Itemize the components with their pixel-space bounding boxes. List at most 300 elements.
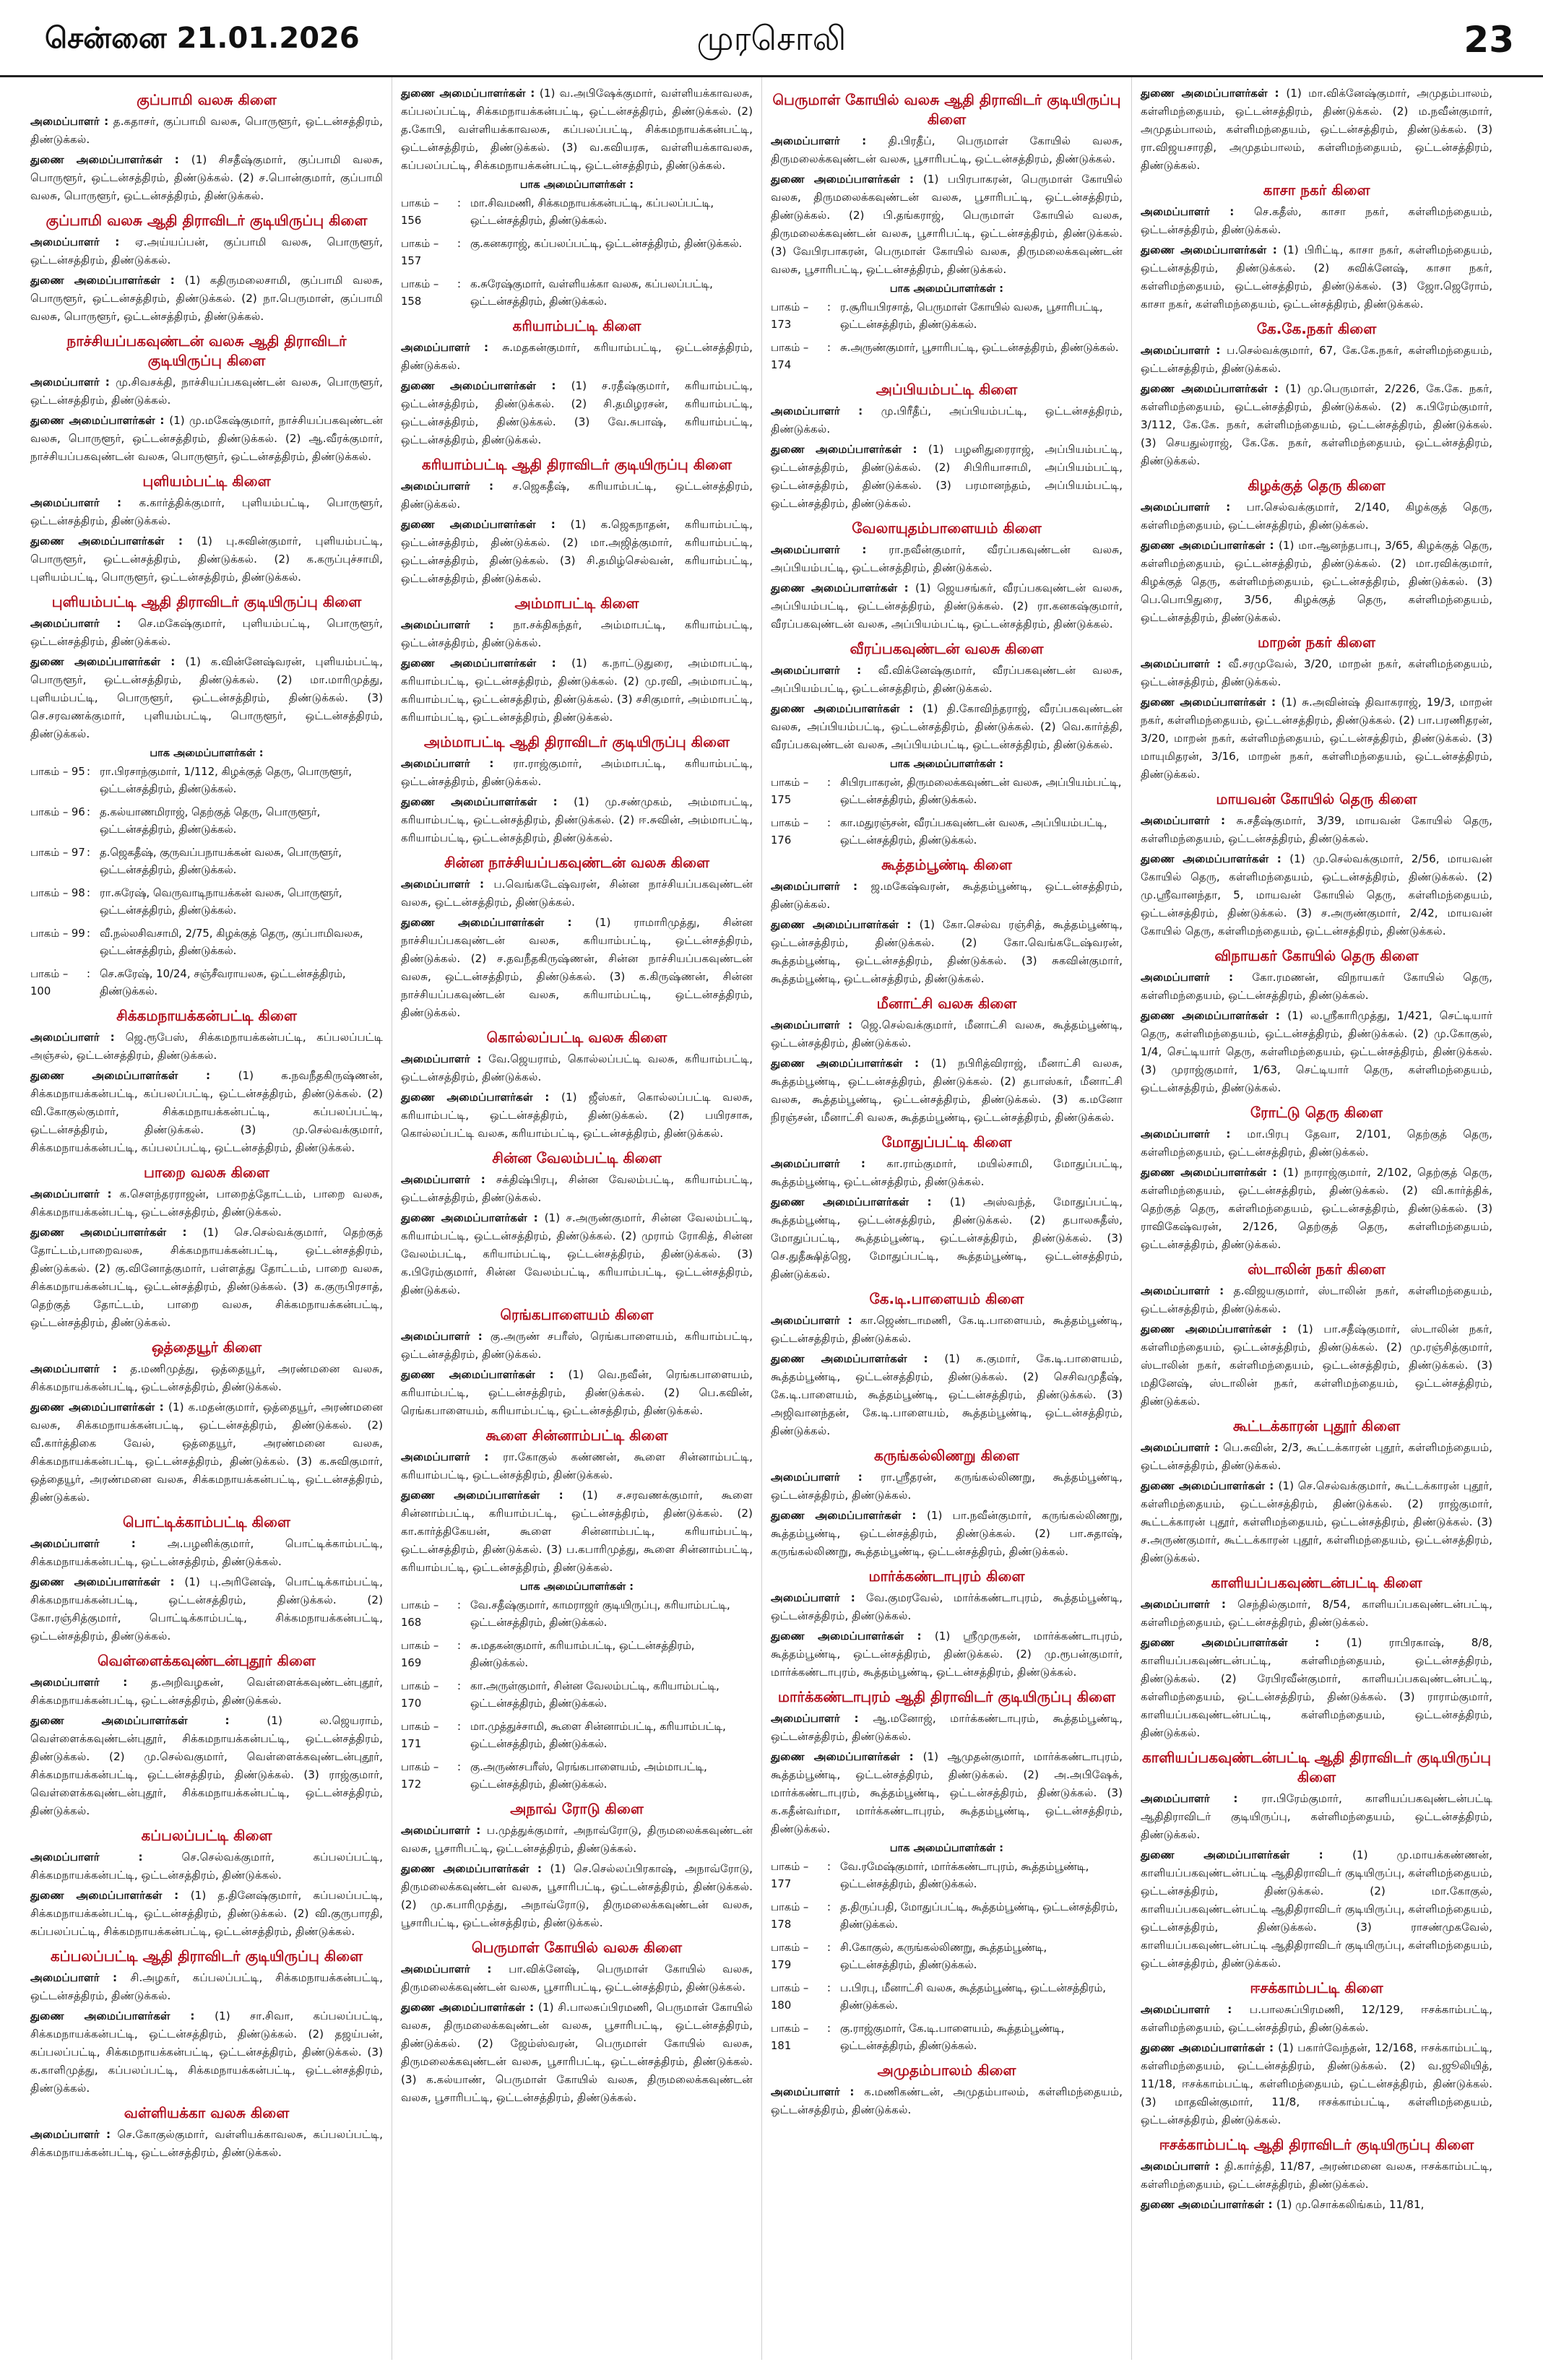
member-details: (1) பா.சதீஷ்குமார், ஸ்டாலின் நகர், கள்ளிமந்தையம், ஒட்டன்சத்திரம், திண்டுக்கல். (2) மு.ரஞ்சித்குமார், ஸ்டாலின் நகர், கள்ளிமந்தையம், ஒட்டன்சத்திரம், திண்டுக்கல். (3) மதினேஷ், ஸ்டாலின் நகர், கள்ளிமந்தையம், ஒட்டன்சத்திரம், திண்டுக்கல்.	[1141, 1323, 1492, 1408]
member-details: (1) பு.சுவின்குமார், புளியம்பட்டி, பொருளூர், ஒட்டன்சத்திரம், திண்டுக்கல். (2) க.கருப்புச்சாமி, புளியம்பட்டி, பொருளூர், ஒட்டன்சத்திரம், திண்டுக்கல்.	[30, 535, 383, 584]
member-entry	[30, 532, 383, 587]
branch-heading: மாயவன் கோயில் தெரு கிளை	[1216, 790, 1417, 808]
booth-number: பாகம் – 178	[771, 1901, 809, 1931]
role-label: அமைப்பாளர் :	[771, 1157, 887, 1170]
branch-section	[771, 380, 1123, 513]
booth-colon: :	[457, 1761, 461, 1773]
branch-heading: மீனாட்சி வலசு கிளை	[876, 995, 1017, 1012]
branch-heading: பெருமாள் கோயில் வலசு கிளை	[471, 1939, 683, 1956]
role-label: துணை அமைப்பாளர்கள் :	[1141, 539, 1279, 552]
member-entry	[1141, 1439, 1492, 1475]
booth-organiser: கு.ராஜ்குமார், கே.டி.பாளையம், கூத்தம்பூண்டி, ஒட்டன்சத்திரம், திண்டுக்கல்.	[840, 2022, 1065, 2052]
member-entry	[771, 1468, 1123, 1505]
booth-colon: :	[457, 1599, 461, 1611]
branch-section	[1141, 946, 1492, 1097]
branch-heading: சின்ன வேலம்பட்டி கிளை	[492, 1149, 662, 1167]
member-entry	[1141, 2158, 1492, 2194]
booth-organisers-title: பாக அமைப்பாளர்கள் :	[889, 758, 1004, 770]
member-entry	[30, 2126, 383, 2162]
branch-section	[401, 316, 753, 449]
member-details: சு.சதீஷ்குமார், 3/39, மாயவன் கோயில் தெரு, கள்ளிமந்தையம், ஒட்டன்சத்திரம், திண்டுக்கல்.	[1141, 814, 1492, 845]
booth-organiser: த.திருப்பதி, மோதுப்பட்டி, கூத்தம்பூண்டி, ஒட்டன்சத்திரம், திண்டுக்கல்.	[840, 1901, 1118, 1931]
member-entry	[1141, 537, 1492, 627]
role-label: துணை அமைப்பாளர்கள் :	[1141, 1166, 1283, 1179]
member-entry	[771, 170, 1123, 279]
booth-row	[30, 763, 383, 798]
branch-section	[771, 1133, 1123, 1284]
member-details: வே.குமரவேல், மார்க்கண்டாபுரம், கூத்தம்பூண்டி, ஒட்டன்சத்திரம், திண்டுக்கல்.	[771, 1591, 1123, 1622]
booth-row	[401, 1718, 753, 1753]
branch-section	[30, 1338, 383, 1507]
member-details: (1) பிரிட்டி, காசா நகர், கள்ளிமந்தையம், ஒட்டன்சத்திரம், திண்டுக்கல். (2) சுவிக்னேஷ், காசா நகர், கள்ளிமந்தையம், ஒட்டன்சத்திரம், திண்டுக்கல். (3) ஜோ.ஜெரோம், காசா நகர், கள்ளிமந்தையம், ஒட்டன்சத்திரம், திண்டுக்கல்.	[1141, 243, 1493, 311]
member-details: கா.ராம்குமார், மயில்சாமி, மோதுப்பட்டி, கூத்தம்பூண்டி, ஒட்டன்சத்திரம், திண்டுக்கல்.	[771, 1157, 1123, 1188]
member-entry	[401, 793, 753, 847]
member-entry	[1141, 342, 1492, 378]
booth-organiser: மா.முத்துச்சாமி, கூளை சின்னாம்பட்டி, கரியாம்பட்டி, ஒட்டன்சத்திரம், திண்டுக்கல்.	[470, 1721, 726, 1750]
booth-colon: :	[457, 1721, 461, 1733]
role-label: அமைப்பாளர் :	[1141, 1128, 1248, 1141]
member-entry	[1141, 1634, 1492, 1742]
member-details: (1) ராமாரிமுத்து, சின்ன நாச்சியப்பகவுண்டன் வலசு, கரியாம்பட்டி, ஒட்டன்சத்திரம், திண்டுக்கல். (2) ச.தவநீதகிருஷ்ணன், சின்ன நாச்சியப்பகவுண்டன் வலசு, ஒட்டன்சத்திரம், திண்டுக்கல். (3) க.கிருஷ்ணன், சின்ன நாச்சியப்பகவுண்டன் வலசு, கரியாம்பட்டி, ஒட்டன்சத்திரம், திண்டுக்கல்.	[401, 916, 753, 1019]
branch-heading: கொல்லப்பட்டி வலசு கிளை	[486, 1029, 667, 1046]
branch-section	[771, 1446, 1123, 1561]
member-entry	[1141, 1790, 1492, 1844]
member-details: (1) சு.அவின்ஷ் திவாகராஜ், 19/3, மாறன் நகர், கள்ளிமந்தையம், ஒட்டன்சத்திரம், திண்டுக்கல். (2) பா.பரணிதரன், 3/20, மாறன் நகர், கள்ளிமந்தையம், ஒட்டன்சத்திரம், திண்டுக்கல். (3) மாயுமிதரன், 3/16, மாறன் நகர், கள்ளிமந்தையம், ஒட்டன்சத்திரம், திண்டுக்கல்.	[1141, 696, 1493, 781]
role-label: அமைப்பாளர் :	[401, 1450, 503, 1463]
booth-number: பாகம் – 100	[30, 968, 69, 998]
branch-section	[30, 1651, 383, 1820]
booth-colon: :	[827, 1942, 831, 1954]
branch-section	[771, 1567, 1123, 1682]
role-label: துணை அமைப்பாளர்கள் :	[771, 1057, 931, 1070]
role-label: அமைப்பாளர் :	[1141, 205, 1254, 218]
role-label: துணை அமைப்பாளர்கள் :	[771, 1630, 935, 1643]
member-details: ரா.பிரேம்குமார், காளியப்பகவுண்டன்பட்டி ஆதிதிராவிடர் குடியிருப்பு, கள்ளிமந்தையம், ஒட்டன்சத்திரம், திண்டுக்கல்.	[1141, 1792, 1492, 1841]
branch-section	[1141, 1748, 1492, 1973]
branch-section	[1141, 476, 1492, 627]
role-label: துணை அமைப்பாளர்கள் :	[401, 657, 572, 670]
member-details: த.விஜயகுமார், ஸ்டாலின் நகர், கள்ளிமந்தையம், ஒட்டன்சத்திரம், திண்டுக்கல்.	[1141, 1284, 1492, 1315]
member-details: (1) மு.மாயக்கண்ணன், காளியப்பகவுண்டன்பட்டி ஆதிதிராவிடர் குடியிருப்பு, கள்ளிமந்தையம், ஒட்டன்சத்திரம், திண்டுக்கல். (2) மா.கோகுல், காளியப்பகவுண்டன்பட்டி ஆதிதிராவிடர் குடியிருப்பு, கள்ளிமந்தையம், ஒட்டன்சத்திரம், திண்டுக்கல். (3) ராசண்முகவேல், காளியப்பகவுண்டன்பட்டி ஆதிதிராவிடர் குடியிருப்பு, கள்ளிமந்தையம், ஒட்டன்சத்திரம், திண்டுக்கல்.	[1141, 1848, 1492, 1970]
member-entry	[1141, 812, 1492, 848]
branch-heading: அம்மாபட்டி ஆதி திராவிடர் குடியிருப்பு கிளை	[423, 733, 730, 750]
booth-number: பாகம் – 177	[771, 1861, 809, 1890]
member-entry	[1141, 241, 1492, 313]
booth-row	[771, 339, 1123, 374]
booth-number: பாகம் – 179	[771, 1942, 809, 1971]
member-details: (1) சா.சிவா, கப்பலப்பட்டி, சிக்கமநாயக்கன்பட்டி, ஒட்டன்சத்திரம், திண்டுக்கல். (2) தஜய்பன், கப்பலப்பட்டி, சிக்கமநாயக்கன்பட்டி, ஒட்டன்சத்திரம், திண்டுக்கல். (3) க.காளிமுத்து, கப்பலப்பட்டி, சிக்கமநாயக்கன்பட்டி, ஒட்டன்சத்திரம், திண்டுக்கல்.	[30, 2009, 383, 2095]
member-details: (1) ராபிரகாஷ், 8/8, காளியப்பகவுண்டன்பட்டி, கள்ளிமந்தையம், ஒட்டன்சத்திரம், திண்டுக்கல். (2) ரேபிரவீன்குமார், காளியப்பகவுண்டன்பட்டி, கள்ளிமந்தையம், ஒட்டன்சத்திரம், திண்டுக்கல். (3) ராராம்குமார், காளியப்பகவுண்டன்பட்டி, கள்ளிமந்தையம், ஒட்டன்சத்திரம், திண்டுக்கல்.	[1141, 1636, 1492, 1739]
booth-organiser: ரா.சுரேஷ், வெருவாடிநாயக்கன் வலசு, பொருளூர், ஒட்டன்சத்திரம், திண்டுக்கல்.	[100, 887, 342, 917]
role-label: துணை அமைப்பாளர்கள் :	[401, 795, 574, 808]
member-details: (1) மு.சண்முகம், அம்மாபட்டி, கரியாம்பட்டி, ஒட்டன்சத்திரம், திண்டுக்கல். (2) ஈ.சுவின், அம்மாபட்டி, கரியாம்பட்டி, ஒட்டன்சத்திரம், திண்டுக்கல்.	[401, 795, 753, 844]
branch-section	[1141, 319, 1492, 470]
member-details: ஜ.மகேஷ்வரன், கூத்தம்பூண்டி, ஒட்டன்சத்திரம், திண்டுக்கல்.	[771, 880, 1123, 911]
member-entry	[30, 653, 383, 743]
role-label: அமைப்பாளர் :	[1141, 2160, 1224, 2173]
member-details: ரா.ராஜ்குமார், அம்மாபட்டி, கரியாம்பட்டி, ஒட்டன்சத்திரம், திண்டுக்கல்.	[401, 757, 753, 788]
member-entry	[30, 1848, 383, 1884]
member-details: வே.ஜெயராம், கொல்லப்பட்டி வலசு, கரியாம்பட்டி, ஒட்டன்சத்திரம், திண்டுக்கல்.	[401, 1052, 753, 1083]
branch-section	[1141, 2135, 1492, 2214]
member-details: (1) மா.விக்னேஷ்குமார், அமுதம்பாலம், கள்ளிமந்தையம், ஒட்டன்சத்திரம், திண்டுக்கல். (2) ம.நவீன்குமார், அமுதம்பாலம், கள்ளிமந்தையம், ஒட்டன்சத்திரம், திண்டுக்கல். (3) ரா.விஜயசாரதி, அமுதம்பாலம், கள்ளிமந்தையம், ஒட்டன்சத்திரம், திண்டுக்கல்.	[1141, 87, 1492, 172]
branch-section	[30, 1163, 383, 1332]
booth-organiser: க.சுரேஷ்குமார், வள்ளியக்கா வலசு, கப்பலப்பட்டி, ஒட்டன்சத்திரம், திண்டுக்கல்.	[470, 278, 713, 308]
branch-heading: ஈசக்காம்பட்டி கிளை	[1250, 1979, 1383, 1996]
role-label: அமைப்பாளர் :	[1141, 657, 1229, 670]
column-2	[392, 77, 761, 2360]
role-label: துணை அமைப்பாளர்கள் :	[1141, 1848, 1353, 1861]
role-label: அமைப்பாளர் :	[771, 2085, 865, 2098]
member-details: (1) கோ.செல்வ ரஞ்சித், கூத்தம்பூண்டி, ஒட்டன்சத்திரம், திண்டுக்கல். (2) கோ.வெங்கடேஷ்வரன், கூத்தம்பூண்டி, ஒட்டன்சத்திரம், திண்டுக்கல். (3) சுகவின்குமார், கூத்தம்பூண்டி, ஒட்டன்சத்திரம், திண்டுக்கல்.	[771, 918, 1123, 985]
member-entry	[30, 1360, 383, 1396]
role-label: துணை அமைப்பாளர்கள் :	[1141, 696, 1281, 709]
member-entry	[771, 1627, 1123, 1682]
role-label: அமைப்பாளர் :	[771, 880, 871, 893]
member-details: (1) க.வின்னேஷ்வரன், புளியம்பட்டி, பொருளூர், ஒட்டன்சத்திரம், திண்டுக்கல். (2) மா.மாரிமுத்து, புளியம்பட்டி, பொருளூர், ஒட்டன்சத்திரம், திண்டுக்கல். (3) செ.சரவணக்குமார், புளியம்பட்டி, பொருளூர், ஒட்டன்சத்திரம், திண்டுக்கல்.	[30, 655, 383, 740]
member-details: (1) ச.ரதீஷ்குமார், கரியாம்பட்டி, ஒட்டன்சத்திரம், திண்டுக்கல். (2) சி.தமிழரசன், கரியாம்பட்டி, ஒட்டன்சத்திரம், திண்டுக்கல். (3) வே.சுபாஷ், கரியாம்பட்டி, ஒட்டன்சத்திரம், திண்டுக்கல்.	[401, 379, 753, 446]
member-entry	[771, 700, 1123, 754]
member-details: (1) சி.பாலசுப்பிரமணி, பெருமாள் கோயில் வலசு, திருமலைக்கவுண்டன் வலசு, பூசாரிபட்டி, ஒட்டன்சத்திரம், திண்டுக்கல். (2) ஜேம்ஸ்வரன், பெருமாள் கோயில் வலசு, திருமலைக்கவுண்டன் வலசு, பூசாரிபட்டி, ஒட்டன்சத்திரம், திண்டுக்கல். (3) க.கல்யாண், பெருமாள் கோயில் வலசு, திருமலைக்கவுண்டன் வலசு, பூசாரிபட்டி, ஒட்டன்சத்திரம், திண்டுக்கல்.	[401, 2001, 753, 2104]
member-entry	[1141, 1477, 1492, 1567]
booth-row	[771, 1980, 1123, 2015]
branch-heading: சிக்கமநாயக்கன்பட்டி கிளை	[116, 1007, 297, 1024]
member-details: ப.வெங்கடேஷ்வரன், சின்ன நாச்சியப்பகவுண்டன் வலசு, ஒட்டன்சத்திரம், திண்டுக்கல்.	[401, 878, 753, 909]
booth-organiser: ர.சூரியபிரசாத், பெருமாள் கோயில் வலசு, பூசாரிபட்டி, ஒட்டன்சத்திரம், திண்டுக்கல்.	[840, 301, 1103, 331]
role-label: துணை அமைப்பாளர்கள் :	[1141, 243, 1284, 256]
member-details: (1) செ.செல்வக்குமார், கூட்டக்காரன் புதூர், கள்ளிமந்தையம், ஒட்டன்சத்திரம், திண்டுக்கல். (2) ராஜ்குமார், கூட்டக்காரன் புதூர், கள்ளிமந்தையம், ஒட்டன்சத்திரம், திண்டுக்கல். (3) ச.அருண்குமார், கூட்டக்காரன் புதூர், கள்ளிமந்தையம், ஒட்டன்சத்திரம், திண்டுக்கல்.	[1141, 1479, 1492, 1565]
member-details: (1) க.நவநீதகிருஷ்ணன், சிக்கமநாயக்கன்பட்டி, கப்பலப்பட்டி, ஒட்டன்சத்திரம், திண்டுக்கல். (2) வி.கோகுல்குமார், சிக்கமநாயக்கன்பட்டி, கப்பலப்பட்டி, ஒட்டன்சத்திரம், திண்டுக்கல். (3) மு.செல்வக்குமார், சிக்கமநாயக்கன்பட்டி, கப்பலப்பட்டி, ஒட்டன்சத்திரம், திண்டுக்கல்.	[30, 1069, 383, 1154]
member-entry	[401, 1860, 753, 1932]
booth-row	[30, 844, 383, 879]
branch-section	[30, 1947, 383, 2098]
role-label: அமைப்பாளர் :	[401, 1173, 496, 1186]
member-details: (1) க.நாட்டுதுரை, அம்மாபட்டி, கரியாம்பட்டி, ஒட்டன்சத்திரம், திண்டுக்கல். (2) மு.ரவி, அம்மாபட்டி, கரியாம்பட்டி, ஒட்டன்சத்திரம், திண்டுக்கல். (3) சசிகுமார், அம்மாபட்டி, கரியாம்பட்டி, ஒட்டன்சத்திரம், திண்டுக்கல்.	[401, 657, 753, 724]
booth-number: பாகம் – 176	[771, 817, 809, 847]
booth-number: பாகம் – 174	[771, 342, 809, 371]
role-label: அமைப்பாளர் :	[401, 341, 503, 354]
role-label: அமைப்பாளர் :	[401, 1052, 489, 1065]
booth-colon: :	[87, 927, 90, 940]
branch-heading: அமுதம்பாலம் கிளை	[877, 2061, 1016, 2079]
booth-number: பாகம் – 97	[30, 847, 85, 859]
booth-colon: :	[87, 766, 90, 778]
branch-section	[401, 1148, 753, 1299]
booth-number: பாகம் – 180	[771, 1982, 809, 2012]
booth-number: பாகம் – 158	[401, 278, 439, 308]
role-label: அமைப்பாளர் :	[30, 1851, 182, 1864]
role-label: அமைப்பாளர் :	[401, 1824, 487, 1837]
member-details: (1) மு.செல்வக்குமார், 2/56, மாயவன் கோயில் தெரு, கள்ளிமந்தையம், ஒட்டன்சத்திரம், திண்டுக்கல். (2) மு.ஸ்ரீவானந்தா, 5, மாயவன் கோயில் தெரு, கள்ளிமந்தையம், ஒட்டன்சத்திரம், திண்டுக்கல். (3) ச.அருண்குமார், 2/42, மாயவன் கோயில் தெரு, கள்ளிமந்தையம், ஒட்டன்சத்திரம், திண்டுக்கல்.	[1141, 852, 1492, 938]
booth-organiser: சி.கோகுல், கருங்கல்லிணறு, கூத்தம்பூண்டி, ஒட்டன்சத்திரம், திண்டுக்கல்.	[840, 1942, 1047, 1971]
booth-colon: :	[827, 301, 831, 313]
role-label: துணை அமைப்பாளர்கள் :	[1141, 1636, 1347, 1649]
branch-section	[1141, 1978, 1492, 2129]
role-label: துணை அமைப்பாளர்கள் :	[401, 379, 571, 392]
booth-colon: :	[827, 776, 831, 789]
branch-heading: கூட்டக்காரன் புதூர் கிளை	[1232, 1417, 1401, 1435]
branch-section	[30, 332, 383, 466]
branch-heading: கப்பலப்பட்டி ஆதி திராவிடர் குடியிருப்பு கிளை	[50, 1947, 363, 1965]
booth-row	[30, 925, 383, 960]
booth-organisers-title: பாக அமைப்பாளர்கள் :	[889, 1843, 1004, 1854]
branch-section	[30, 1513, 383, 1645]
member-details: த.அறிவழகன், வெள்ளைக்கவுண்டன்புதூர், சிக்கமநாயக்கன்பட்டி, ஒட்டன்சத்திரம், திண்டுக்கல்.	[30, 1676, 383, 1707]
member-details: (1) அஸ்வந்த், மோதுப்பட்டி, கூத்தம்பூண்டி, ஒட்டன்சத்திரம், திண்டுக்கல். (2) தபாலசுதீஸ், மோதுப்பட்டி, கூத்தம்பூண்டி, ஒட்டன்சத்திரம், திண்டுக்கல். (3) செ.துதீக்ஷித்ஜெ, மோதுப்பட்டி, கூத்தம்பூண்டி, ஒட்டன்சத்திரம், திண்டுக்கல்.	[771, 1195, 1123, 1281]
member-details: செ.கோகுல்குமார், வள்ளியக்காவலசு, கப்பலப்பட்டி, சிக்கமநாயக்கன்பட்டி, ஒட்டன்சத்திரம், திண்டுக்கல்.	[30, 2128, 383, 2159]
role-label: துணை அமைப்பாளர்கள் :	[401, 1862, 550, 1875]
member-entry	[1141, 693, 1492, 784]
branch-heading: மார்க்கண்டாபுரம் கிளை	[868, 1567, 1025, 1585]
role-label: அமைப்பாளர் :	[30, 235, 135, 248]
booth-number: பாகம் – 98	[30, 887, 85, 899]
role-label: துணை அமைப்பாளர்கள் :	[1141, 1009, 1288, 1022]
booth-row	[401, 235, 753, 270]
member-details: சக்திஷ்பிரபு, சின்ன வேலம்பட்டி, கரியாம்பட்டி, ஒட்டன்சத்திரம், திண்டுக்கல்.	[401, 1173, 753, 1204]
member-entry	[30, 412, 383, 466]
branch-section	[30, 90, 383, 205]
member-entry	[401, 1999, 753, 2107]
member-details: (1) தி.கோவிந்தராஜ், வீரப்பகவுண்டன் வலசு, அப்பியம்பட்டி, ஒட்டன்சத்திரம், திண்டுக்கல். (2) வெ.கார்த்தி, வீரப்பகவுண்டன் வலசு, அப்பியம்பட்டி, ஒட்டன்சத்திரம், திண்டுக்கல்.	[771, 702, 1123, 751]
member-entry	[401, 1960, 753, 1996]
member-entry	[1141, 380, 1492, 470]
member-entry	[30, 1573, 383, 1645]
role-label: அமைப்பாளர் :	[30, 1676, 151, 1689]
role-label: அமைப்பாளர் :	[1141, 1284, 1234, 1297]
member-details: சி.அழகர், கப்பலப்பட்டி, சிக்கமநாயக்கன்பட்டி, ஒட்டன்சத்திரம், திண்டுக்கல்.	[30, 1971, 383, 2002]
column-3	[761, 77, 1131, 2360]
booth-organiser: சு.அருண்குமார், பூசாரிபட்டி, ஒட்டன்சத்திரம், திண்டுக்கல்.	[840, 342, 1119, 354]
member-entry	[771, 878, 1123, 914]
member-entry	[771, 1589, 1123, 1625]
member-entry	[401, 1089, 753, 1143]
member-entry	[30, 1712, 383, 1820]
member-entry	[771, 2083, 1123, 2119]
member-entry	[401, 377, 753, 449]
member-entry	[771, 1507, 1123, 1561]
branch-section	[401, 1426, 753, 1793]
branch-section	[1141, 1103, 1492, 1254]
member-entry	[771, 402, 1123, 438]
branch-heading: விநாயகர் கோயில் தெரு கிளை	[1214, 947, 1419, 964]
branch-heading: கருங்கல்லிணறு கிளை	[873, 1447, 1020, 1464]
role-label: அமைப்பாளர் :	[401, 480, 513, 493]
role-label: அமைப்பாளர் :	[771, 1591, 866, 1604]
role-label: அமைப்பாளர் :	[1141, 1598, 1238, 1611]
member-entry	[1141, 1846, 1492, 1973]
booth-number: பாகம் – 172	[401, 1761, 439, 1791]
booth-row	[771, 1899, 1123, 1934]
role-label: அமைப்பாளர் :	[771, 404, 881, 417]
branch-section	[401, 594, 753, 727]
member-details: (1) பகார்வேந்தன், 12/168, ஈசக்காம்பட்டி, கள்ளிமந்தையம், ஒட்டன்சத்திரம், திண்டுக்கல். (2) வ.ஜூலியித், 11/18, ஈசக்காம்பட்டி, கள்ளிமந்தையம், ஒட்டன்சத்திரம், திண்டுக்கல். (3) மாதவின்குமார், 11/8, ஈசக்காம்பட்டி, கள்ளிமந்தையம், ஒட்டன்சத்திரம், திண்டுக்கல்.	[1141, 2041, 1492, 2126]
booth-organiser: த.கல்யாணமிராஜ், தெற்குத் தெரு, பொருளூர், ஒட்டன்சத்திரம், திண்டுக்கல்.	[100, 806, 321, 836]
role-label: அமைப்பாளர் :	[771, 1712, 873, 1725]
member-entry	[30, 233, 383, 269]
member-details: (1) க.ஜெகநாதன், கரியாம்பட்டி, ஒட்டன்சத்திரம், திண்டுக்கல். (2) மா.அஜித்குமார், கரியாம்பட்டி, ஒட்டன்சத்திரம், திண்டுக்கல். (3) சி.தமிழ்செல்வன், கரியாம்பட்டி, ஒட்டன்சத்திரம், திண்டுக்கல்.	[401, 518, 753, 585]
booth-number: பாகம் – 175	[771, 776, 809, 806]
member-details: (1) பபிரபாகரன், பெருமாள் கோயில் வலசு, திருமலைக்கவுண்டன் வலசு, பூசாரிபட்டி, ஒட்டன்சத்திரம், திண்டுக்கல். (2) பி.தங்கராஜ், பெருமாள் கோயில் வலசு, திருமலைக்கவுண்டன் வலசு, பூசாரிபட்டி, ஒட்டன்சத்திரம், திண்டுக்கல். (3) வேபிரபாகரன், பெருமாள் கோயில் வலசு, திருமலைக்கவுண்டன் வலசு, பூசாரிபட்டி, ஒட்டன்சத்திரம், திண்டுக்கல்.	[771, 173, 1123, 276]
booth-number: பாகம் – 170	[401, 1680, 439, 1710]
member-details: தி.கார்த்தி, 11/87, அரண்மனை வலசு, ஈசக்காம்பட்டி, கள்ளிமந்தையம், ஒட்டன்சத்திரம், திண்டுக்கல்.	[1141, 2160, 1492, 2191]
member-entry	[1141, 498, 1492, 535]
branch-heading: கரியாம்பட்டி கிளை	[512, 317, 641, 334]
booth-row	[30, 966, 383, 1000]
member-details: (1) ச.அருண்குமார், சின்ன வேலம்பட்டி, கரியாம்பட்டி, ஒட்டன்சத்திரம், திண்டுக்கல். (2) முராம் ரோகித், சின்ன வேலம்பட்டி, கரியாம்பட்டி, ஒட்டன்சத்திரம், திண்டுக்கல். (3) க.பிரேம்குமார், சின்ன வேலம்பட்டி, கரியாம்பட்டி, ஒட்டன்சத்திரம், திண்டுக்கல்.	[401, 1211, 753, 1297]
member-entry	[401, 654, 753, 727]
role-label: துணை அமைப்பாளர்கள் :	[1141, 1323, 1298, 1336]
role-label: அமைப்பாளர் :	[401, 1330, 490, 1343]
member-details: க.செளந்தரராஜன், பாறைத்தோட்டம், பாறை வலசு, சிக்கமநாயக்கன்பட்டி, ஒட்டன்சத்திரம், திண்டுக்கல்.	[30, 1187, 383, 1219]
member-entry	[401, 616, 753, 652]
member-details: செந்தில்குமார், 8/54, காளியப்பகவுண்டன்பட்டி, கள்ளிமந்தையம், ஒட்டன்சத்திரம், திண்டுக்கல்.	[1141, 1598, 1492, 1629]
member-entry	[1141, 1282, 1492, 1318]
member-entry	[30, 1029, 383, 1065]
branch-heading: கே.டி.பாளையம் கிளை	[869, 1290, 1024, 1307]
member-entry	[30, 151, 383, 205]
page-header	[0, 0, 1543, 77]
booth-organiser: கா.அருள்குமார், சின்ன வேலம்பட்டி, கரியாம்பட்டி, ஒட்டன்சத்திரம், திண்டுக்கல்.	[470, 1680, 719, 1710]
member-details: (1) க.மதன்குமார், ஒத்தையூர், அரண்மனை வலசு, சிக்கமநாயக்கன்பட்டி, ஒட்டன்சத்திரம், திண்டுக்கல். (2) வீ.கார்த்திகை வேல், ஒத்தையூர், அரண்மனை வலசு, சிக்கமநாயக்கன்பட்டி, ஒட்டன்சத்திரம், திண்டுக்கல். (3) க.சுவிகுமார், ஒத்தையூர், அரண்மனை வலசு, சிக்கமநாயக்கன்பட்டி, ஒட்டன்சத்திரம், திண்டுக்கல்.	[30, 1401, 383, 1504]
booth-row	[771, 815, 1123, 849]
role-label: அமைப்பாளர் :	[30, 115, 113, 128]
role-label: அமைப்பாளர் :	[1141, 1441, 1224, 1454]
branch-heading: வேலாயுதம்பாளையம் கிளை	[852, 519, 1042, 537]
branch-heading: அநாவ் ரோடு கிளை	[510, 1800, 644, 1817]
role-label: துணை அமைப்பாளர்கள் :	[401, 87, 540, 100]
member-entry	[771, 1016, 1123, 1052]
role-label: துணை அமைப்பாளர்கள் :	[1141, 852, 1290, 865]
role-label: அமைப்பாளர் :	[771, 1314, 860, 1327]
member-details: (1) ஜெயசங்கர், வீரப்பகவுண்டன் வலசு, அப்பியம்பட்டி, ஒட்டன்சத்திரம், திண்டுக்கல். (2) ரா.கனகஷ்குமார், வீரப்பகவுண்டன் வலசு, அப்பியம்பட்டி, ஒட்டன்சத்திரம், திண்டுக்கல்.	[771, 581, 1123, 631]
branch-section	[30, 592, 383, 1000]
role-label: அமைப்பாளர் :	[401, 757, 514, 770]
booth-row	[771, 1939, 1123, 1974]
booth-row	[401, 276, 753, 311]
member-details: ரா.கோகுல் கண்ணன், கூளை சின்னாம்பட்டி, கரியாம்பட்டி, ஒட்டன்சத்திரம், திண்டுக்கல்.	[401, 1450, 753, 1481]
branch-section	[401, 1938, 753, 2107]
member-entry	[30, 1535, 383, 1571]
booth-organiser: செ.சுரேஷ், 10/24, சஞ்சீவராயலசு, ஒட்டன்சத்திரம், திண்டுக்கல்.	[100, 968, 346, 998]
column-4	[1131, 77, 1501, 2360]
booth-row	[30, 885, 383, 919]
member-entry	[771, 1055, 1123, 1127]
booth-organiser: வே.ரமேஷ்குமார், மார்க்கண்டாபுரம், கூத்தம்பூண்டி, ஒட்டன்சத்திரம், திண்டுக்கல்.	[840, 1861, 1089, 1890]
branch-heading: பாறை வலசு கிளை	[144, 1164, 269, 1181]
role-label: துணை அமைப்பாளர்கள் :	[771, 702, 922, 715]
member-details: செ.மகேஷ்குமார், புளியம்பட்டி, பொருளூர், ஒட்டன்சத்திரம், திண்டுக்கல்.	[30, 617, 383, 648]
booth-row	[401, 1759, 753, 1793]
member-details: (1) நாராஜ்குமார், 2/102, தெற்குத் தெரு, கள்ளிமந்தையம், ஒட்டன்சத்திரம், திண்டுக்கல். (2) வி.கார்த்திக், தெற்குத் தெரு, கள்ளிமந்தையம், ஒட்டன்சத்திரம், திண்டுக்கல். (3) ராவிகேஷ்வரன், 2/126, தெற்குத் தெரு, கள்ளிமந்தையம், ஒட்டன்சத்திரம், திண்டுக்கல்.	[1141, 1166, 1493, 1251]
member-entry	[771, 441, 1123, 513]
member-entry	[401, 1050, 753, 1086]
role-label: அமைப்பாளர் :	[771, 1471, 881, 1484]
branch-section	[401, 1305, 753, 1420]
member-details: மு.பிரீதீப், அப்பியம்பட்டி, ஒட்டன்சத்திரம், திண்டுக்கல்.	[771, 404, 1123, 436]
page-number: 23	[1464, 19, 1514, 61]
member-entry	[1141, 1164, 1492, 1254]
member-entry	[401, 1487, 753, 1577]
branch-heading: பெருமாள் கோயில் வலசு ஆதி திராவிடர் குடியிருப்பு கிளை	[772, 91, 1121, 128]
branch-section	[401, 85, 753, 311]
member-details: (1) பா.நவீன்குமார், கருங்கல்லிணறு, கூத்தம்பூண்டி, ஒட்டன்சத்திரம், திண்டுக்கல். (2) பா.சுதாஷ், கருங்கல்லிணறு, கூத்தம்பூண்டி, ஒட்டன்சத்திரம், திண்டுக்கல்.	[771, 1509, 1123, 1558]
branch-section	[401, 1799, 753, 1932]
booth-organisers-title: பாக அமைப்பாளர்கள் :	[889, 283, 1004, 295]
role-label: துணை அமைப்பாளர்கள் :	[1141, 382, 1286, 395]
member-entry	[30, 1224, 383, 1332]
role-label: துணை அமைப்பாளர்கள் :	[30, 1889, 191, 1902]
booth-number: பாகம் – 95	[30, 766, 85, 778]
column-1	[22, 77, 392, 2360]
branch-heading: நாச்சியப்பகவுண்டன் வலசு ஆதி திராவிடர் குடியிருப்பு கிளை	[66, 332, 347, 369]
member-details: (1) த.தினேஷ்குமார், கப்பலப்பட்டி, சிக்கமநாயக்கன்பட்டி, ஒட்டன்சத்திரம், திண்டுக்கல். (2) வி.குருபாரதி, கப்பலப்பட்டி, சிக்கமநாயக்கன்பட்டி, ஒட்டன்சத்திரம், திண்டுக்கல்.	[30, 1889, 384, 1938]
branch-heading: கே.கே.நகர் கிளை	[1256, 320, 1377, 337]
booth-colon: :	[827, 1901, 831, 1913]
member-entry	[771, 1155, 1123, 1191]
role-label: துணை அமைப்பாளர்கள் :	[1141, 1479, 1279, 1492]
member-details: ஜெ.செல்வக்குமார், மீனாட்சி வலசு, கூத்தம்பூண்டி, ஒட்டன்சத்திரம், திண்டுக்கல்.	[771, 1018, 1123, 1050]
branch-section	[30, 1006, 383, 1157]
member-entry	[30, 1887, 383, 1941]
booth-row	[771, 2020, 1123, 2055]
booth-row	[401, 1597, 753, 1632]
role-label: அமைப்பாளர் :	[30, 1537, 168, 1550]
member-details: (1) ல.ஜெயராம், வெள்ளைக்கவுண்டன்புதூர், சிக்கமநாயக்கன்பட்டி, ஒட்டன்சத்திரம், திண்டுக்கல். (2) மு.செல்வகுமார், வெள்ளைக்கவுண்டன்புதூர், சிக்கமநாயக்கன்பட்டி, ஒட்டன்சத்திரம், திண்டுக்கல். (3) ராஜ்குமார், வெள்ளைக்கவுண்டன்புதூர், சிக்கமநாயக்கன்பட்டி, ஒட்டன்சத்திரம், திண்டுக்கல்.	[30, 1714, 383, 1817]
member-details: ரா.நவீன்குமார், வீரப்பகவுண்டன் வலசு, அப்பியம்பட்டி, ஒட்டன்சத்திரம், திண்டுக்கல்.	[771, 543, 1123, 574]
member-entry	[30, 1067, 383, 1157]
member-details: பா.விக்னேஷ், பெருமாள் கோயில் வலசு, திருமலைக்கவுண்டன் வலசு, பூசாரிபட்டி, ஒட்டன்சத்திரம், திண்டுக்கல்.	[401, 1963, 753, 1994]
member-entry	[771, 541, 1123, 577]
member-details: த.மணிமுத்து, ஒத்தையூர், அரண்மனை வலசு, சிக்கமநாயக்கன்பட்டி, ஒட்டன்சத்திரம், திண்டுக்கல்.	[30, 1362, 383, 1393]
role-label: துணை அமைப்பாளர்கள் :	[30, 535, 197, 548]
branch-section	[771, 1289, 1123, 1440]
role-label: அமைப்பாளர் :	[401, 1963, 509, 1976]
booth-colon: :	[87, 968, 90, 980]
member-details: மு.சிவசக்தி, நாச்சியப்பகவுண்டன் வலசு, பொருளூர், ஒட்டன்சத்திரம், திண்டுக்கல்.	[30, 376, 383, 407]
member-entry	[1141, 1320, 1492, 1411]
member-entry	[401, 914, 753, 1022]
role-label: துணை அமைப்பாளர்கள் :	[771, 918, 920, 931]
branch-heading: பொட்டிக்காம்பட்டி கிளை	[123, 1513, 290, 1531]
branch-heading: மோதுப்பட்டி கிளை	[881, 1133, 1012, 1151]
member-details: (1) நபிரித்விராஜ், மீனாட்சி வலசு, கூத்தம்பூண்டி, ஒட்டன்சத்திரம், திண்டுக்கல். (2) தபாஸ்கர், மீனாட்சி வலசு, கூத்தம்பூண்டி, ஒட்டன்சத்திரம், திண்டுக்கல். (3) க.மனோ நிரஞ்சன், மீனாட்சி வலசு, கூத்தம்பூண்டி, ஒட்டன்சத்திரம், திண்டுக்கல்.	[771, 1057, 1123, 1124]
booth-row	[771, 774, 1123, 809]
booth-colon: :	[457, 278, 461, 290]
role-label: துணை அமைப்பாளர்கள் :	[771, 581, 915, 594]
member-details: (1) செ.செல்வக்குமார், தெற்குத் தோட்டம்,பாறைவலசு, சிக்கமநாயக்கன்பட்டி, ஒட்டன்சத்திரம், திண்டுக்கல். (2) கு.வினோத்குமார், பள்ளத்து தோட்டம், பாறை வலசு, சிக்கமநாயக்கன்பட்டி, ஒட்டன்சத்திரம், திண்டுக்கல். (3) க.குருபிரசாத், தெற்குத் தோட்டம், பாறை வலசு, சிக்கமநாயக்கன்பட்டி, ஒட்டன்சத்திரம், திண்டுக்கல்.	[30, 1226, 383, 1329]
member-details: நா.சக்திகந்தர், அம்மாபட்டி, கரியாம்பட்டி, ஒட்டன்சத்திரம், திண்டுக்கல்.	[401, 618, 753, 649]
role-label: துணை அமைப்பாளர்கள் :	[771, 1750, 923, 1763]
booth-organisers-title: பாக அமைப்பாளர்கள் :	[519, 1581, 634, 1593]
branch-section	[1141, 789, 1492, 940]
branch-heading: புளியம்பட்டி கிளை	[142, 472, 271, 490]
branch-section	[771, 519, 1123, 633]
member-entry	[1141, 1596, 1492, 1632]
role-label: அமைப்பாளர் :	[771, 543, 889, 556]
member-entry	[1141, 969, 1492, 1005]
member-entry	[401, 755, 753, 791]
role-label: துணை அமைப்பாளர்கள் :	[30, 1714, 267, 1727]
member-entry	[771, 1312, 1123, 1348]
booth-colon: :	[827, 1982, 831, 1994]
branch-heading: கப்பலப்பட்டி கிளை	[141, 1827, 272, 1844]
member-entry	[771, 1193, 1123, 1284]
member-entry	[30, 1185, 383, 1221]
booth-organiser: கா.மதுரஞ்சன், வீரப்பகவுண்டன் வலசு, அப்பியம்பட்டி, ஒட்டன்சத்திரம், திண்டுக்கல்.	[840, 817, 1107, 847]
role-label: அமைப்பாளர் :	[771, 1018, 861, 1031]
branch-section	[771, 90, 1123, 374]
branch-heading: வள்ளியக்கா வலசு கிளை	[124, 2104, 290, 2121]
